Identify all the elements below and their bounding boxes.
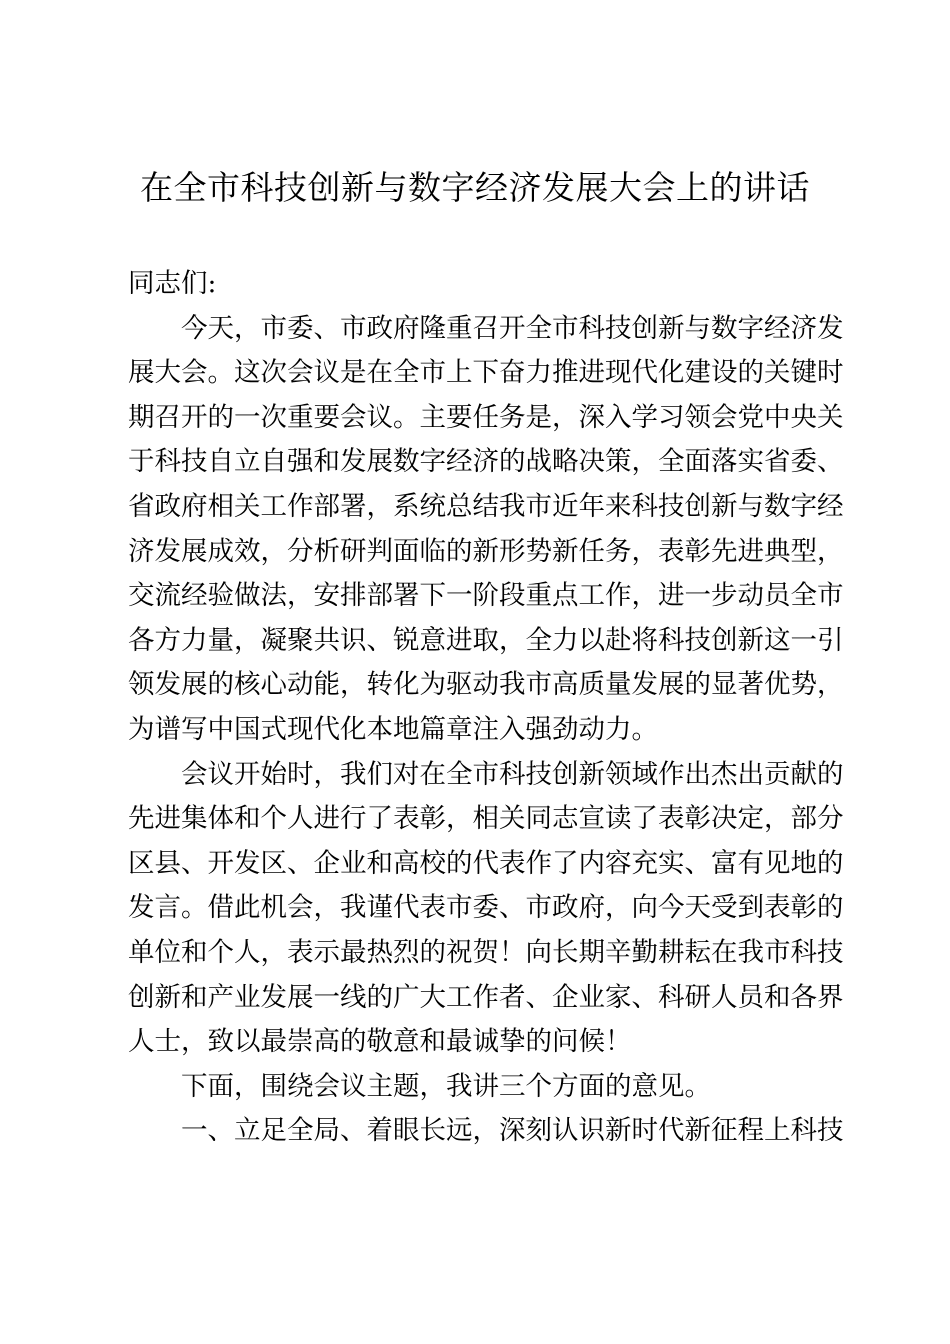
- text-line: 于科技自立自强和发展数字经济的战略决策，全面落实省委、: [128, 446, 844, 478]
- text-line: 济发展成效，分析研判面临的新形势新任务，表彰先进典型，: [128, 535, 844, 567]
- text-line: 今天，市委、市政府隆重召开全市科技创新与数字经济发: [181, 312, 844, 344]
- text-line: 各方力量，凝聚共识、锐意进取，全力以赴将科技创新这一引: [128, 624, 844, 656]
- text-line: 创新和产业发展一线的广大工作者、企业家、科研人员和各界: [128, 981, 844, 1013]
- text-line: 交流经验做法，安排部署下一阶段重点工作，进一步动员全市: [128, 580, 844, 612]
- document-title: 在全市科技创新与数字经济发展大会上的讲话: [140, 168, 810, 207]
- salutation: 同志们:: [128, 268, 217, 299]
- text-line: 发言。借此机会，我谨代表市委、市政府，向今天受到表彰的: [128, 892, 844, 924]
- text-line: 区县、开发区、企业和高校的代表作了内容充实、富有见地的: [128, 847, 844, 879]
- text-line: 领发展的核心动能，转化为驱动我市高质量发展的显著优势，: [128, 669, 844, 701]
- text-line: 人士，致以最崇高的敬意和最诚挚的问候！: [128, 1026, 632, 1058]
- text-line: 下面，围绕会议主题，我讲三个方面的意见。: [181, 1070, 711, 1102]
- paragraph-opening: [128, 307, 844, 753]
- section-heading-one: [128, 1109, 844, 1154]
- text-line: 展大会。这次会议是在全市上下奋力推进现代化建设的关键时: [128, 357, 844, 389]
- text-line: 为谱写中国式现代化本地篇章注入强劲动力。: [128, 713, 658, 745]
- text-line: 先进集体和个人进行了表彰，相关同志宣读了表彰决定，部分: [128, 803, 844, 835]
- text-line: 单位和个人，表示最热烈的祝贺！向长期辛勤耕耘在我市科技: [128, 936, 844, 968]
- text-line: 一、立足全局、着眼长远，深刻认识新时代新征程上科技: [181, 1115, 844, 1147]
- document-body: [128, 262, 844, 1154]
- paragraph-commendation: [128, 753, 844, 1065]
- text-line: 会议开始时，我们对在全市科技创新领域作出杰出贡献的: [181, 758, 844, 790]
- text-line: 省政府相关工作部署，系统总结我市近年来科技创新与数字经: [128, 490, 844, 522]
- paragraph-transition: [128, 1065, 832, 1110]
- text-line: 期召开的一次重要会议。主要任务是，深入学习领会党中央关: [128, 401, 844, 433]
